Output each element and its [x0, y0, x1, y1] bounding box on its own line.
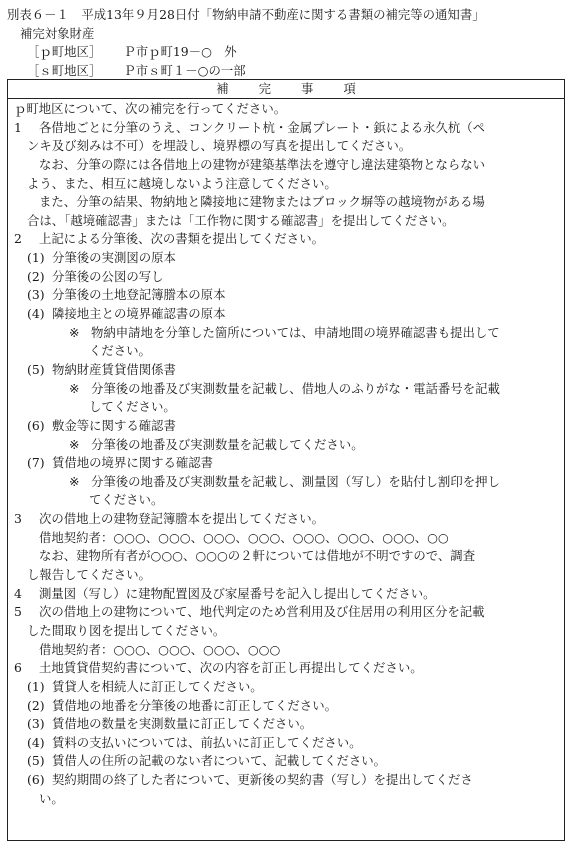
line-text: い。: [39, 790, 64, 806]
line-text: 借地契約者：○○○、○○○、○○○、○○○、○○○、○○○、○○○、○○: [39, 529, 449, 545]
table-header: 補完事項: [8, 80, 564, 99]
item-number: 5: [14, 604, 22, 620]
item-number: (3): [27, 716, 45, 732]
table-line: [14, 324, 560, 343]
line-text: ｐ町地区について、次の補完を行ってください。: [14, 101, 287, 116]
line-text: 敷金等に関する確認書: [52, 417, 176, 433]
table-line: [14, 473, 560, 492]
line-text: 賃借地の境界に関する確認書: [52, 455, 214, 471]
line-text: 賃借人の住所の記載のない者について、記載してください。: [52, 753, 387, 769]
item-number: 4: [14, 585, 22, 601]
document-title: 別表６－１ 平成13年９月28日付「物納申請不動産に関する書類の補完等の通知書」: [7, 7, 485, 22]
line-text: 上記による分筆後、次の書類を提出してください。: [39, 231, 324, 247]
table-line: [14, 622, 560, 641]
table-line: [14, 100, 560, 119]
line-text: 分筆後の地番及び実測数量を記載してください。: [91, 436, 364, 452]
item-number: ※: [69, 380, 80, 396]
table-line: [14, 529, 560, 548]
line-text: ください。: [89, 343, 151, 359]
line-text: 物納申請地を分筆した箇所については、申請地間の境界確認書も提出して: [91, 324, 500, 340]
table-line: [14, 752, 560, 771]
table-line: [14, 212, 560, 231]
item-number: (5): [27, 753, 45, 769]
table-line: [14, 119, 560, 138]
item-number: (1): [27, 250, 45, 266]
line-text: なお、建物所有者が○○○、○○○の２軒については借地が不明ですので、調査: [39, 548, 476, 564]
item-number: (2): [27, 268, 45, 284]
line-text: 賃料の支払いについては、前払いに訂正してください。: [52, 734, 362, 750]
line-text: 分筆後の公図の写し: [52, 268, 164, 284]
table-line: [14, 305, 560, 324]
table-line: [14, 790, 560, 809]
table-line: [14, 659, 560, 678]
line-text: 土地賃貸借契約書について、次の内容を訂正し再提出してください。: [39, 660, 423, 676]
table-line: [14, 715, 560, 734]
table-line: [14, 734, 560, 753]
table-body: [8, 99, 564, 808]
table-line: [14, 230, 560, 249]
item-number: (4): [27, 734, 45, 750]
table-line: [14, 678, 560, 697]
property-address: Ｐ市ｓ町１－○の一部: [123, 62, 246, 78]
line-text: 賃借地の数量を実測数量に訂正してください。: [52, 716, 313, 732]
table-line: [14, 566, 560, 585]
property-area: ［ｐ町地区］: [27, 44, 102, 59]
line-text: 契約期間の終了した者について、更新後の契約書（写し）を提出してくださ: [52, 772, 473, 788]
table-line: [14, 268, 560, 287]
line-text: してください。: [89, 399, 176, 415]
item-number: (6): [27, 772, 45, 788]
item-number: 1: [14, 119, 22, 135]
table-line: [14, 697, 560, 716]
line-text: また、分筆の結果、物納地と隣接地に建物またはブロック塀等の越境物がある場: [39, 194, 485, 210]
item-number: 2: [14, 231, 22, 247]
table-line: [14, 603, 560, 622]
target-property-label: 補完対象財産: [20, 25, 95, 41]
table-line: [14, 380, 560, 399]
table-line: [14, 175, 560, 194]
table-line: [14, 771, 560, 790]
item-number: (6): [27, 417, 45, 433]
property-row: [7, 43, 567, 62]
item-number: (1): [27, 678, 45, 694]
line-text: 測量図（写し）に建物配置図及び家屋番号を記入し提出してください。: [39, 585, 436, 601]
line-text: 借地契約者：○○○、○○○、○○○、○○○: [39, 641, 281, 657]
item-number: 3: [14, 511, 22, 527]
line-text: 賃借地の地番を分筆後の地番に訂正してください。: [52, 697, 337, 713]
line-text: した間取り図を提出してください。: [27, 622, 226, 638]
table-line: [14, 417, 560, 436]
document-header: [7, 6, 567, 80]
line-text: 分筆後の実測図の原本: [52, 250, 176, 266]
property-address: Ｐ市ｐ町19－○ 外: [123, 44, 237, 59]
line-text: 分筆後の地番及び実測数量を記載し、借地人のふりがな・電話番号を記載: [91, 380, 500, 396]
item-number: (2): [27, 697, 45, 713]
item-number: ※: [69, 436, 80, 452]
line-text: てください。: [89, 492, 164, 508]
table-line: [14, 286, 560, 305]
line-text: 分筆後の土地登記簿謄本の原本: [52, 287, 226, 303]
table-line: [14, 510, 560, 529]
table-line: [14, 454, 560, 473]
property-row: [7, 62, 567, 81]
table-line: [14, 137, 560, 156]
line-text: 隣接地主との境界確認書の原本: [52, 306, 226, 322]
item-number: (4): [27, 306, 45, 322]
line-text: 賃貸人を相続人に訂正してください。: [52, 678, 263, 694]
item-number: 6: [14, 660, 22, 676]
table-line: [14, 547, 560, 566]
item-number: ※: [69, 324, 80, 340]
table-line: [14, 361, 560, 380]
line-text: し報告してください。: [27, 567, 151, 583]
table-line: [14, 436, 560, 455]
item-number: (7): [27, 455, 45, 471]
line-text: なお、分筆の際には各借地上の建物が建築基準法を遵守し違法建築物とならない: [39, 156, 486, 172]
item-number: (5): [27, 361, 45, 377]
line-text: 合は、「越境確認書」または「工作物に関する確認書」を提出してください。: [27, 212, 455, 228]
property-area: ［ｓ町地区］: [27, 62, 102, 78]
line-text: 物納財産賃貸借関係書: [52, 361, 176, 377]
table-line: [14, 491, 560, 510]
table-line: [14, 193, 560, 212]
table-line: [14, 342, 560, 361]
line-text: 分筆後の地番及び実測数量を記載し、測量図（写し）を貼付し割印を押し: [91, 473, 500, 489]
line-text: 次の借地上の建物について、地代判定のため営利用及び住居用の利用区分を記載: [39, 604, 485, 620]
line-text: ンキ及び刻みは不可）を埋設し、境界標の写真を提出してください。: [27, 138, 412, 154]
table-line: [14, 156, 560, 175]
line-text: 次の借地上の建物登記簿謄本を提出してください。: [39, 511, 324, 527]
item-number: (3): [27, 287, 45, 303]
table-line: [14, 641, 560, 660]
item-number: ※: [69, 473, 80, 489]
table-line: [14, 398, 560, 417]
line-text: 各借地ごとに分筆のうえ、コンクリート杭・金属プレート・鋲による永久杭（ペ: [39, 119, 486, 135]
table-line: [14, 585, 560, 604]
line-text: よう、また、相互に越境しないよう注意してください。: [27, 175, 337, 191]
supplement-table: [7, 79, 565, 841]
table-line: [14, 249, 560, 268]
